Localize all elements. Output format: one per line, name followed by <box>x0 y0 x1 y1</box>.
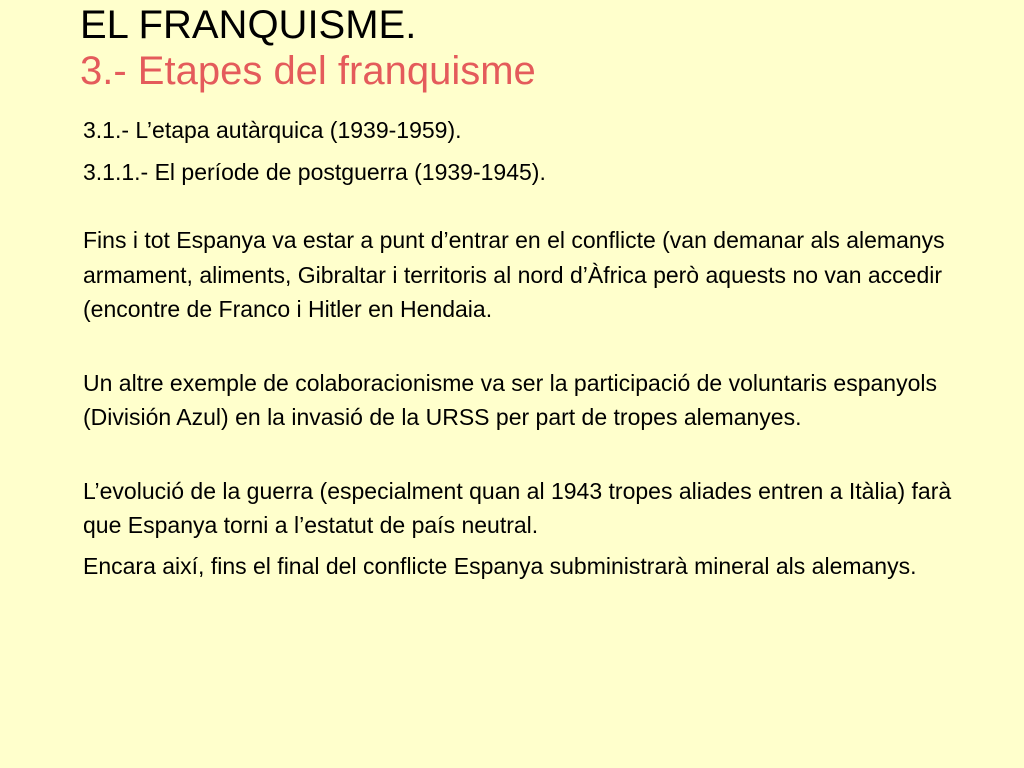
paragraph-division-azul: Un altre exemple de colaboracionisme va ser la participació de voluntaris espanyols (División Azul) en la invasió de la URSS per part de tropes alemanyes. <box>83 369 937 430</box>
paragraph-war-entry: Fins i tot Espanya va estar a punt d’entrar en el conflicte (van demanar als alemanys armament, aliments, Gibraltar i territoris al nord d’Àfrica però aquests no van accedir (encontre de Franco i Hitler en Hendaia. <box>83 227 945 322</box>
slide-subtitle: 3.- Etapes del franquisme <box>80 49 536 93</box>
slide-title-block <box>80 2 536 94</box>
subsection-heading: 3.1.1.- El període de postguerra (1939-1945). <box>83 159 546 185</box>
slide-title: EL FRANQUISME. <box>80 3 417 47</box>
slide-body <box>83 116 963 583</box>
paragraph-neutrality: L’evolució de la guerra (especialment quan al 1943 tropes aliades entren a Itàlia) farà que Espanya torni a l’estatut de país neutral. <box>83 477 952 538</box>
paragraph-mineral-supply: Encara així, fins el final del conflicte Espanya subministrarà mineral als alemanys. <box>83 552 917 579</box>
section-heading: 3.1.- L’etapa autàrquica (1939-1959). <box>83 117 462 143</box>
